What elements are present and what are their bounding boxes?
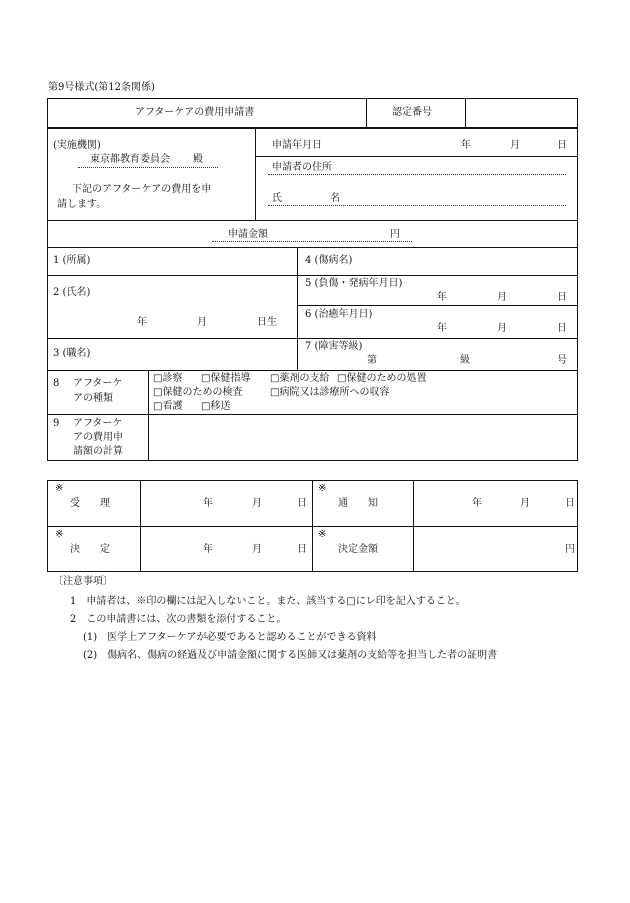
calc-number: 9 [53, 418, 60, 429]
implementing-org-label: (実施機関) [53, 140, 101, 151]
option-health-treatment[interactable]: □保健のための処置 [337, 373, 427, 384]
decision-label: 決 定 [70, 544, 110, 555]
request-text-line1: 下記のアフターケアの費用を申 [72, 184, 212, 195]
disability-grade-label: 7 (障害等級) [305, 341, 363, 352]
grade-prefix: 第 [367, 355, 377, 366]
applicant-name-label: 氏 [272, 193, 282, 204]
cure-day-unit: 日 [557, 323, 567, 334]
option-health-guidance[interactable]: □保健指導 [201, 373, 251, 384]
option-health-exam[interactable]: □保健のための検査 [153, 387, 243, 398]
application-date-label: 申請年月日 [272, 140, 322, 151]
month-unit: 月 [510, 140, 520, 151]
notice-day-unit: 日 [565, 498, 575, 509]
certification-number-label: 認定番号 [392, 107, 432, 118]
decision-day-unit: 日 [297, 544, 307, 555]
option-medication[interactable]: □薬剤の支給 [270, 373, 330, 384]
decision-month-unit: 月 [252, 544, 262, 555]
calc-field[interactable] [150, 416, 576, 460]
notice-month-unit: 月 [520, 498, 530, 509]
applicant-name-label-2: 名 [330, 193, 340, 204]
notes-heading: 〔注意事項〕 [53, 576, 113, 587]
decided-amount-yen: 円 [565, 544, 575, 555]
note-sub-2: (2) 傷病名、傷病の経過及び申請金額に関する医師又は薬剤の支給等を担当した者の証明書 [83, 650, 498, 661]
calc-label-2: アの費用申 [73, 432, 123, 443]
notice-mark: ※ [318, 483, 327, 494]
injury-year-unit: 年 [437, 292, 447, 303]
disease-name-label: 4 (傷病名) [305, 255, 353, 266]
implementing-org-name: 東京都教育委員会 [90, 154, 170, 165]
honorific: 殿 [193, 154, 203, 165]
form-title: アフターケアの費用申請書 [135, 107, 255, 118]
note-item-2: 2 この申請書には、次の書類を添付すること。 [70, 614, 287, 625]
receipt-month-unit: 月 [252, 498, 262, 509]
grade-unit: 級 [460, 355, 470, 366]
injury-day-unit: 日 [557, 292, 567, 303]
name-label: 2 (氏名) [53, 287, 91, 298]
decided-amount-mark: ※ [318, 529, 327, 540]
decision-mark: ※ [55, 529, 64, 540]
option-nursing[interactable]: □看護 [153, 401, 183, 412]
certification-number-field[interactable] [467, 100, 575, 126]
year-unit: 年 [461, 140, 471, 151]
cure-year-unit: 年 [437, 323, 447, 334]
applicant-address-label: 申請者の住所 [272, 162, 332, 173]
birth-year-unit: 年 [137, 317, 147, 328]
grade-number: 号 [557, 355, 567, 366]
option-hospitalization[interactable]: □病院又は診療所への収容 [270, 387, 390, 398]
cure-month-unit: 月 [497, 323, 507, 334]
note-sub-1: (1) 医学上アフターケアが必要であると認めることができる資料 [83, 632, 377, 643]
receipt-year-unit: 年 [203, 498, 213, 509]
notice-label: 通 知 [338, 498, 378, 509]
note-item-1: 1 申請者は、※印の欄には記入しないこと。また、該当する□にレ印を記入すること。 [70, 596, 466, 607]
receipt-label: 受 理 [70, 498, 110, 509]
care-type-label-1: アフターケ [73, 378, 123, 389]
applicant-name-field[interactable] [268, 205, 566, 206]
notice-year-unit: 年 [472, 498, 482, 509]
decided-amount-label: 決定金額 [338, 544, 378, 555]
amount-field[interactable] [212, 241, 412, 242]
option-exam[interactable]: □診察 [153, 373, 183, 384]
injury-month-unit: 月 [497, 292, 507, 303]
form-number: 第9号様式(第12条関係) [48, 82, 155, 93]
care-type-label-2: アの種類 [73, 393, 113, 404]
day-unit: 日 [557, 140, 567, 151]
calc-label-3: 請額の計算 [73, 446, 123, 457]
amount-yen: 円 [390, 229, 400, 240]
calc-label-1: アフターケ [73, 418, 123, 429]
receipt-mark: ※ [55, 483, 64, 494]
decision-year-unit: 年 [203, 544, 213, 555]
care-type-number: 8 [53, 378, 60, 389]
option-transport[interactable]: □移送 [201, 401, 231, 412]
affiliation-label: 1 (所属) [53, 255, 91, 266]
request-text-line2: 請します。 [57, 199, 107, 210]
cure-date-label: 6 (治癒年月日) [305, 309, 373, 320]
receipt-day-unit: 日 [297, 498, 307, 509]
amount-label: 申請金額 [228, 229, 268, 240]
birth-day-unit: 日生 [257, 317, 277, 328]
injury-date-label: 5 (負傷・発病年月日) [305, 278, 403, 289]
position-label: 3 (職名) [53, 348, 91, 359]
applicant-address-field[interactable] [268, 174, 566, 175]
birth-month-unit: 月 [197, 317, 207, 328]
